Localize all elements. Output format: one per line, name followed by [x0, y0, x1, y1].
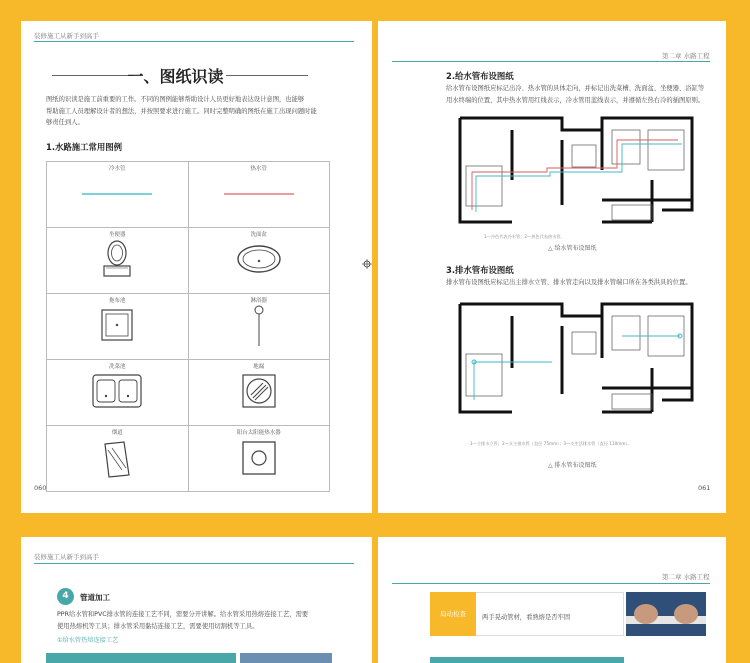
- legend-cell-hot-pipe: [188, 162, 330, 228]
- process-line: PPR给水管和PVC排水管的连接工艺不同，需要分开讲解。给水管采用热熔连接工艺，需要: [57, 611, 309, 618]
- solar-water-heater-icon: [242, 441, 276, 475]
- supply-line: 用水终端的位置，其中热水管用红线表示，冷水管用蓝线表示，并遵循左热右冷的插图原则。: [446, 97, 705, 104]
- flue-icon: [102, 440, 132, 478]
- supply-plan-note: 1—冷色代表冷水管；2—热色代表热水管。: [484, 234, 565, 239]
- legend-cell-kitchen-sink: [47, 360, 189, 426]
- supply-paragraph: [446, 83, 716, 107]
- toilet-icon: [102, 239, 132, 279]
- step-label: 局动检查: [430, 592, 476, 636]
- legend-cell-mop-sink: [47, 294, 189, 360]
- process-line: 使用热熔机等工具；排水管采用黏结连接工艺，需要使用切割机等工具。: [57, 623, 259, 630]
- legend-cell-cold-pipe: [47, 162, 189, 228]
- legend-cell-floor-drain: [188, 360, 330, 426]
- hands-pipe-photo-icon: [626, 592, 706, 636]
- running-head: 第二章 水路工程: [662, 573, 710, 581]
- running-head: 第二章 水路工程: [662, 52, 710, 60]
- drainage-floor-plan: [452, 296, 700, 428]
- step-photo: [626, 592, 706, 636]
- legend-cell-flue: [47, 426, 189, 492]
- kitchen-sink-icon: [92, 374, 142, 408]
- legend-label: 坐便器: [108, 232, 126, 238]
- page-number-right: 061: [698, 484, 711, 492]
- legend-table: [46, 161, 330, 492]
- photo-strip: [240, 653, 332, 663]
- registration-mark-icon: [362, 259, 372, 269]
- cold-water-pipe-icon: [82, 192, 152, 196]
- process-heading: 管道加工: [80, 593, 110, 602]
- washbasin-icon: [236, 244, 282, 274]
- intro-line: 图纸的识读是施工前重要的工作。不同的图例能够帮助设计人员更好地表达设计意图，也能够: [46, 96, 305, 103]
- section-title-legend: 1.水路施工常用图例: [46, 142, 123, 152]
- water-supply-floor-plan: [452, 110, 700, 238]
- legend-label: 洗菜池: [108, 364, 126, 370]
- step-number-badge: 4: [57, 588, 74, 605]
- step-description: 两手晃动管材，看熟熔是否牢固: [476, 592, 624, 636]
- process-subheading: ①给水管热熔连接工艺: [57, 637, 119, 644]
- intro-paragraph: [46, 94, 346, 129]
- supply-plan-caption: △ 给水管布设图纸: [548, 245, 597, 252]
- drain-line: 排水管布设图纸应标记出主排水立管、排水管走向以及排水管端口所在各类洪具的位置。: [446, 279, 692, 286]
- floor-drain-icon: [242, 374, 276, 408]
- legend-label: 淋浴器: [250, 298, 267, 304]
- legend-label: 热水管: [250, 166, 267, 172]
- legend-label: 洗面盆: [250, 232, 267, 238]
- hot-water-pipe-icon: [224, 192, 294, 196]
- running-head: 装修施工从新手到高手: [34, 32, 99, 40]
- header-rule: [34, 563, 354, 564]
- chapter-title: 一、图纸识读: [127, 67, 224, 86]
- drain-plan-caption: △ 排水管布设图纸: [548, 462, 597, 469]
- drain-paragraph: [446, 277, 716, 289]
- header-rule: [392, 61, 710, 62]
- legend-cell-solar-heater: [188, 426, 330, 492]
- table-header-bar: [430, 657, 624, 663]
- section-title-drain: 3.排水管布设图纸: [446, 265, 514, 275]
- legend-label: 烟道: [111, 430, 123, 436]
- process-paragraph: [57, 609, 357, 633]
- legend-label: 地漏: [253, 364, 265, 370]
- intro-line: 帮助施工人员理解设计者的想法，并按照要求进行施工。同时完整明确的图纸在施工出现问题时能: [46, 107, 317, 115]
- legend-cell-shower: [188, 294, 330, 360]
- legend-label: 冷水管: [108, 166, 126, 172]
- running-head: 装修施工从新手到高手: [34, 553, 99, 561]
- legend-label: 阳台太阳能热水器: [236, 430, 281, 436]
- mop-sink-icon: [100, 308, 134, 342]
- header-rule: [34, 41, 354, 42]
- page-number-left: 060: [34, 484, 47, 492]
- intro-line: 够责任到人。: [46, 119, 84, 126]
- shower-icon: [253, 304, 265, 348]
- table-header-bar: [46, 653, 236, 663]
- header-rule: [392, 583, 710, 584]
- legend-cell-toilet: [47, 228, 189, 294]
- drain-plan-note: 1—主排水立管；2—支主排水管（直径 75mm）；3—支生活排水管（直径 110mm）。: [470, 441, 632, 446]
- legend-label: 拖布池: [108, 298, 126, 304]
- supply-line: 给水管布设图纸应标记出冷、热水管的具体走向，并标记出洗菜槽、洗面盆、坐便器、浴缸等: [446, 85, 705, 92]
- section-title-supply: 2.给水管布设图纸: [446, 71, 514, 81]
- legend-cell-washbasin: [188, 228, 330, 294]
